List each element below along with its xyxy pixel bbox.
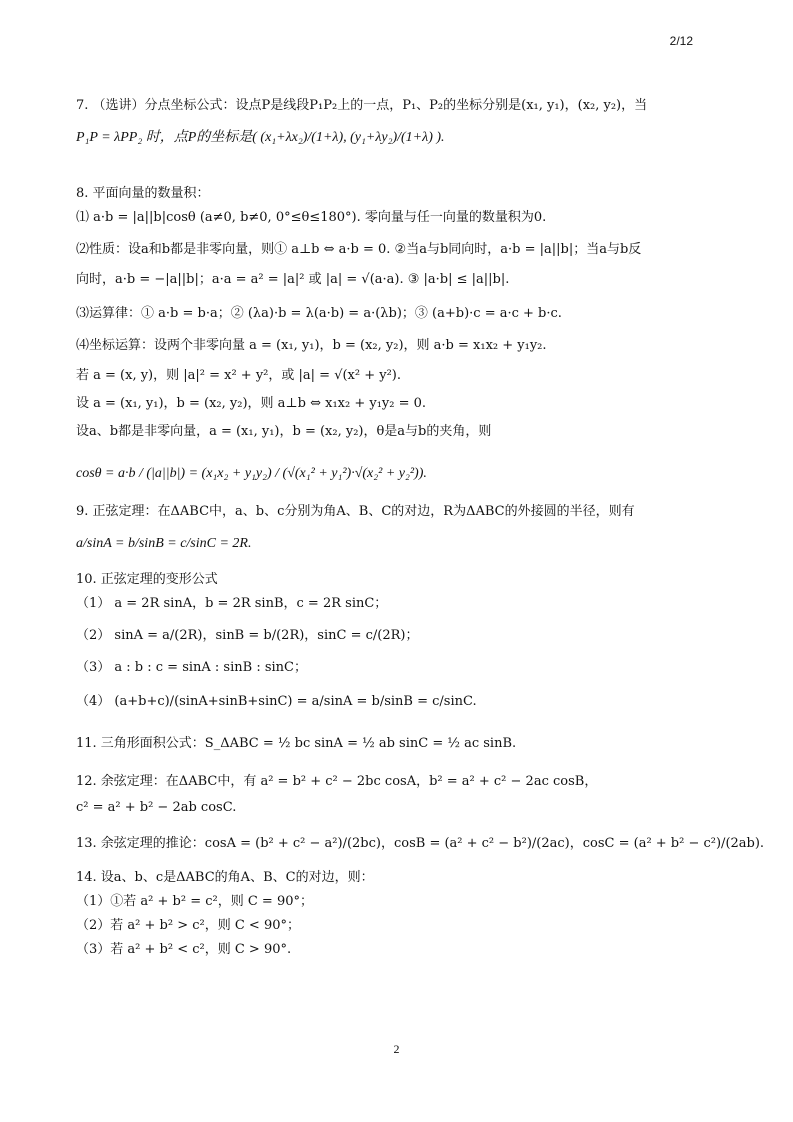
- item-10-heading: 10. 正弦定理的变形公式: [76, 572, 218, 587]
- item-14-3: （3）若 a² + b² < c²，则 C > 90°.: [76, 942, 292, 957]
- item-13: 13. 余弦定理的推论：cosA = (b² + c² − a²)/(2bc)，cosB = (a² + c² − b²)/(2ac)，cosC = (a² + b² − c²)/(2ab).: [76, 836, 765, 851]
- item-10-4: （4） (a+b+c)/(sinA+sinB+sinC) = a/sinA = b/sinB = c/sinC.: [76, 694, 477, 709]
- item-8-4-b: 若 a = (x, y)，则 |a|² = x² + y²，或 |a| = √(x² + y²).: [76, 368, 402, 383]
- item-8-2-a: ⑵性质：设a和b都是非零向量，则① a⊥b ⇔ a·b = 0. ②当a与b同向时，a·b = |a||b|；当a与b反: [76, 242, 642, 257]
- cos-theta-formula: cosθ = a·b / (|a||b|) = (x₁x₂ + y₁y₂) / (√(x₁² + y₁²)·√(x₂² + y₂²)).: [76, 466, 427, 481]
- page-number-bottom: 2: [393, 1042, 400, 1056]
- item-8-2-b: 向时，a·b = −|a||b|；a·a = a² = |a|² 或 |a| = √(a·a). ③ |a·b| ≤ |a||b|.: [76, 272, 510, 287]
- item-10-3: （3） a : b : c = sinA : sinB : sinC；: [76, 660, 307, 675]
- page-label-top: 2/12: [669, 34, 693, 48]
- item-8-4-c: 设 a = (x₁, y₁)，b = (x₂, y₂)，则 a⊥b ⇔ x₁x₂ + y₁y₂ = 0.: [76, 396, 427, 411]
- item-9-formula: a/sinA = b/sinB = c/sinC = 2R.: [76, 536, 252, 551]
- item-12-a: 12. 余弦定理：在ΔABC中，有 a² = b² + c² − 2bc cosA，b² = a² + c² − 2ac cosB，: [76, 774, 598, 789]
- item-10-1: （1） a = 2R sinA，b = 2R sinB，c = 2R sinC；: [76, 596, 388, 611]
- item-14-heading: 14. 设a、b、c是ΔABC的角A、B、C的对边，则：: [76, 870, 374, 885]
- item-8-heading: 8. 平面向量的数量积：: [76, 186, 210, 201]
- item-10-2: （2） sinA = a/(2R)，sinB = b/(2R)，sinC = c/(2R)；: [76, 628, 419, 643]
- item-14-2: （2）若 a² + b² > c²，则 C < 90°；: [76, 918, 300, 933]
- item-8-1: ⑴ a·b = |a||b|cosθ (a≠0, b≠0, 0°≤θ≤180°). 零向量与任一向量的数量积为0.: [76, 210, 547, 225]
- item-9: 9. 正弦定理：在ΔABC中，a、b、c分别为角A、B、C的对边，R为ΔABC的外接圆的半径，则有: [76, 504, 635, 519]
- item-14-1: （1）①若 a² + b² = c²，则 C = 90°；: [76, 894, 313, 909]
- item-11: 11. 三角形面积公式：S_ΔABC = ½ bc sinA = ½ ab sinC = ½ ac sinB.: [76, 736, 517, 751]
- item-8-3: ⑶运算律：① a·b = b·a；② (λa)·b = λ(a·b) = a·(λb)；③ (a+b)·c = a·c + b·c.: [76, 306, 562, 321]
- item-8-4-d: 设a、b都是非零向量，a = (x₁, y₁)，b = (x₂, y₂)，θ是a与b的夹角，则: [76, 424, 492, 439]
- item-8-4: ⑷坐标运算：设两个非零向量 a = (x₁, y₁)，b = (x₂, y₂)，则 a·b = x₁x₂ + y₁y₂.: [76, 338, 547, 353]
- item-12-b: c² = a² + b² − 2ab cosC.: [76, 800, 237, 815]
- item-7-line-1: 7. （选讲）分点坐标公式：设点P是线段P₁P₂上的一点，P₁、P₂的坐标分别是(x₁, y₁)，(x₂, y₂)，当: [76, 98, 648, 113]
- item-7-line-2: P₁P = λPP₂ 时，点P的坐标是( (x₁+λx₂)/(1+λ), (y₁+λy₂)/(1+λ) ).: [76, 130, 445, 145]
